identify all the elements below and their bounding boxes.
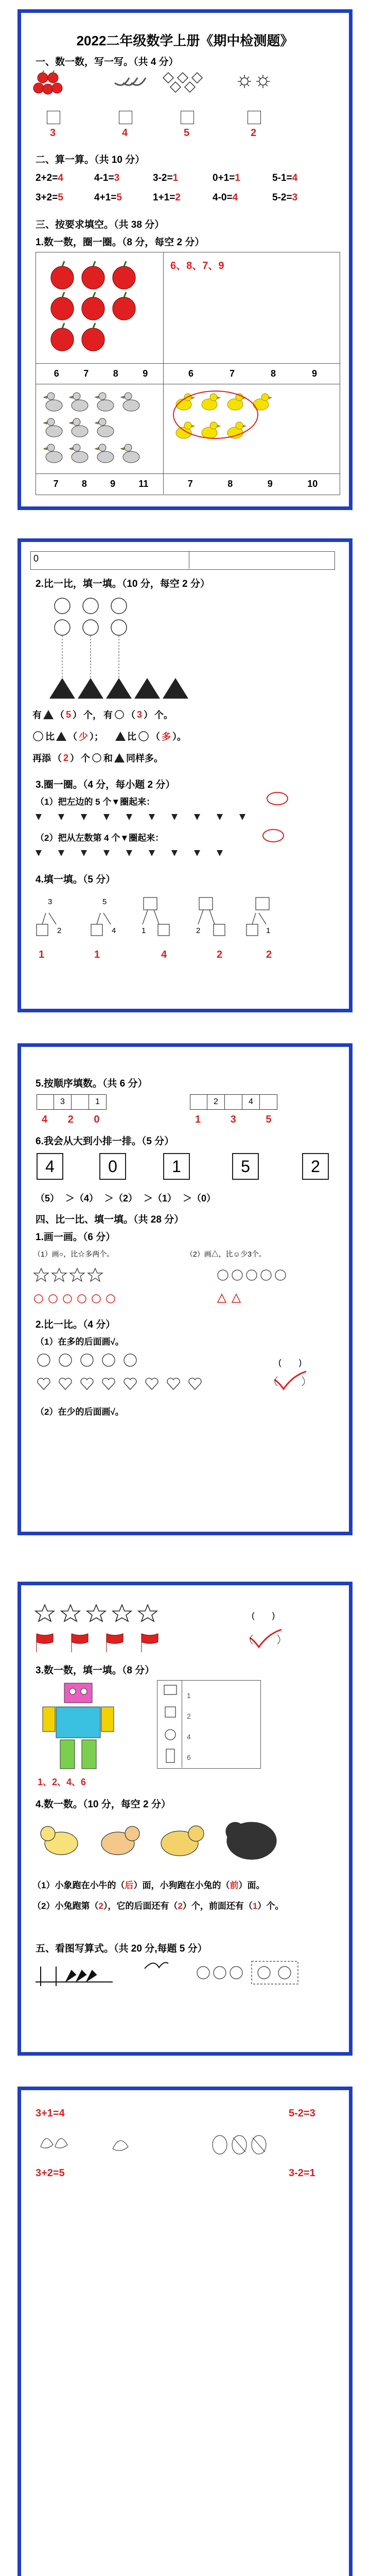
- question-5-heading: 5.按顺序填数。（共 6 分）: [36, 1078, 148, 1089]
- count-answer: 3: [50, 127, 56, 139]
- paren-close: ）。: [172, 732, 186, 742]
- suns-picture: [236, 74, 272, 89]
- bananas-picture: [114, 74, 150, 89]
- paren-open: （: [151, 732, 160, 742]
- question-3-heading: 3.圈一圈。（4 分，每小题 2 分）: [36, 779, 175, 790]
- answer: 前: [230, 1880, 239, 1890]
- continued-grid-row: [30, 551, 335, 570]
- answer: 多: [162, 732, 171, 742]
- answer: 4: [42, 1114, 48, 1125]
- answer: 后: [125, 1880, 134, 1890]
- number-card: 0: [99, 1153, 126, 1180]
- paren-close: ）；: [90, 732, 103, 742]
- sequence-cell: 1: [89, 1094, 107, 1110]
- circle-icon: [92, 753, 102, 763]
- calc-answer: 3: [114, 173, 120, 183]
- order-item: （5）: [36, 1193, 60, 1204]
- text: 个: [81, 753, 91, 764]
- count-answer: 5: [184, 127, 190, 139]
- calc-item: [153, 173, 178, 184]
- sequence-cell: [37, 1094, 54, 1110]
- text: 比: [45, 732, 55, 742]
- sequence-cell: 2: [207, 1094, 225, 1110]
- compare-task-1: （1）在多的后面画√。: [36, 1337, 124, 1347]
- calc-answer: 4: [58, 173, 63, 183]
- calc-question: 4+1=: [94, 192, 117, 203]
- answer: 2: [63, 752, 69, 763]
- equation-answer: 5-2=3: [289, 2108, 315, 2119]
- ducks-picture: [44, 390, 157, 467]
- grid-divider: [163, 252, 164, 494]
- split-top: 5: [102, 897, 107, 906]
- apples-picture: [32, 71, 68, 95]
- triangle-icon: [56, 732, 66, 741]
- count-answer: 2: [251, 127, 257, 139]
- apples-grid-picture: [47, 257, 150, 358]
- split-right: 4: [112, 926, 116, 935]
- number-split-diagrams: [36, 892, 303, 949]
- paren-close: ）: [70, 753, 80, 764]
- question-1-heading: 1.画一画。（6 分）: [36, 1232, 116, 1243]
- calc-answer: 4: [232, 192, 238, 203]
- red-circle-mark: [262, 828, 285, 843]
- number-option: 9: [110, 479, 116, 489]
- answer-box: [119, 111, 132, 124]
- calc-question: 4-0=: [213, 192, 233, 203]
- draw-task-1: （1）画○，比☆多两个。: [33, 1250, 114, 1258]
- split-answer: 1: [94, 949, 100, 960]
- calc-question: 1+1=: [153, 192, 175, 203]
- text: 同样多。: [126, 753, 164, 764]
- text: ），它的后面还有（: [103, 1901, 178, 1911]
- paren-open: （: [126, 710, 136, 720]
- split-top: 3: [48, 897, 52, 906]
- shapes-answer: 1、2、4、6: [38, 1777, 86, 1787]
- page-title: 2022二年级数学上册《期中检测题》: [76, 33, 294, 48]
- stars-row: [33, 1267, 126, 1283]
- drawn-circles-answer: [33, 1293, 147, 1304]
- paren-open: （: [55, 710, 64, 720]
- section-2-heading: 二、算一算。（共 10 分）: [36, 155, 145, 165]
- count-answer: 4: [122, 127, 128, 139]
- calc-answer: 5: [116, 192, 122, 203]
- question-4-heading: 4.填一填。（5 分）: [36, 874, 116, 885]
- number-option: 6: [54, 368, 59, 379]
- red-checkmark: [272, 1370, 308, 1393]
- number-row: [170, 479, 335, 489]
- sequence-2: [190, 1094, 277, 1110]
- number-row: [42, 368, 160, 379]
- calc-answer: 4: [292, 173, 298, 183]
- shape-count: 4: [187, 1733, 191, 1741]
- circles-triangles-picture: [42, 596, 212, 704]
- text: ）个。: [257, 1901, 284, 1911]
- ordering-answer: [36, 1191, 216, 1205]
- question-2-heading: 2.比一比。（4 分）: [36, 1319, 116, 1330]
- calc-question: 5-2=: [272, 192, 292, 203]
- section-4-heading: 四、比一比、填一填。（共 28 分）: [36, 1214, 184, 1225]
- calc-answer: 1: [235, 173, 240, 183]
- order-item: ＞（2）: [104, 1193, 138, 1204]
- smileys-compare-row: [37, 1353, 170, 1367]
- calc-item: [94, 173, 119, 184]
- calc-item: [36, 192, 63, 204]
- compare-line-2: [32, 730, 186, 743]
- number-option: 8: [81, 479, 87, 489]
- answer: 1: [252, 1901, 258, 1911]
- grid-divider: [36, 363, 340, 364]
- animals-race-picture: [36, 1815, 303, 1867]
- worksheet-page-5: [17, 2087, 353, 2576]
- calc-item: [213, 173, 240, 184]
- calc-item: [272, 192, 297, 204]
- answer: 2: [178, 1901, 183, 1911]
- question-2-heading: 2.比一比，填一填。（10 分，每空 2 分）: [36, 579, 210, 589]
- equation-answer: 3-2=1: [289, 2167, 315, 2179]
- shape-count: 6: [187, 1753, 191, 1761]
- triangle-icon: [43, 710, 54, 719]
- order-item: ＞（1）: [144, 1193, 177, 1204]
- flying-bird-picture: [144, 1958, 169, 1974]
- shells-picture: [36, 2126, 149, 2157]
- draw-task-2: （2）画△，比☺少3个。: [186, 1250, 266, 1258]
- answer: 2: [67, 1114, 74, 1125]
- down-triangles-row: [36, 850, 262, 857]
- calc-question: 5-1=: [272, 173, 292, 183]
- worksheet-page-4: [17, 1582, 353, 2056]
- grid-divider: [36, 473, 340, 474]
- order-item: ＞（4）: [65, 1193, 99, 1204]
- split-answer: 2: [217, 949, 223, 960]
- equation-answer: 3+1=4: [36, 2108, 65, 2119]
- calc-answer: 5: [58, 192, 63, 203]
- answer-paren: ( ): [252, 1611, 275, 1620]
- circle-icon: [32, 731, 44, 742]
- calc-item: [272, 173, 297, 184]
- split-left: 2: [196, 926, 201, 935]
- question-3-heading: 3.数一数，填一填。（8 分）: [36, 1665, 155, 1676]
- sequence-cell: [225, 1094, 242, 1110]
- calc-answer: 3: [292, 192, 298, 203]
- number-option: 7: [53, 479, 59, 489]
- text: 和: [103, 753, 113, 764]
- equation-answer: 3+2=5: [36, 2167, 65, 2179]
- question-4-heading: 4.数一数。（10 分，每空 2 分）: [36, 1799, 171, 1810]
- calc-question: 0+1=: [213, 173, 235, 183]
- number-option: 9: [143, 368, 148, 379]
- answer-paren: ( ): [278, 1358, 302, 1367]
- sequence-answers-2: [195, 1114, 272, 1126]
- diamonds-picture: [161, 71, 207, 94]
- sequence-cell: [72, 1094, 89, 1110]
- number-option: 6: [188, 368, 193, 379]
- number-option: 8: [113, 368, 118, 379]
- answer-box: [181, 111, 194, 124]
- triangle-icon: [114, 753, 125, 762]
- circle-icon: [114, 709, 125, 720]
- animal-question-1: [32, 1878, 265, 1891]
- shape-icons-column: [162, 1684, 179, 1767]
- hearts-compare-row: [37, 1377, 242, 1391]
- section-3-heading: 三、按要求填空。（共 38 分）: [36, 219, 165, 230]
- calc-question: 2+2=: [36, 173, 58, 183]
- text: 比: [127, 732, 136, 742]
- text: 个，: [83, 710, 102, 720]
- chicks-picture: [173, 390, 328, 467]
- question-1-heading: 1.数一数，圈一圈。（8 分，每空 2 分）: [36, 237, 205, 248]
- number-row: [42, 479, 160, 489]
- answer-box: [248, 111, 261, 124]
- number-card: 5: [232, 1153, 259, 1180]
- sequence-cell: [190, 1094, 207, 1110]
- birds-on-wire-picture: [36, 1961, 113, 1987]
- down-triangles-row: [36, 814, 262, 821]
- drawn-triangles-answer: [217, 1293, 258, 1303]
- number-card: 1: [163, 1153, 190, 1180]
- text: 有: [32, 710, 42, 720]
- apples-boxed-picture: [194, 1956, 307, 1987]
- sequence-1: [37, 1094, 107, 1110]
- split-right: 1: [266, 926, 271, 935]
- red-circle-mark: [266, 791, 289, 806]
- sequence-cell: 3: [54, 1094, 72, 1110]
- red-checkmark: [248, 1629, 284, 1651]
- text: 再添: [32, 753, 51, 764]
- text: ）个，前面还有（: [182, 1901, 253, 1911]
- split-left: 1: [142, 926, 146, 935]
- number-card: 4: [37, 1153, 63, 1180]
- text: （2）小兔跑第（: [32, 1901, 99, 1911]
- calc-item: [36, 173, 63, 184]
- text: ）面。: [238, 1880, 265, 1890]
- stars-row: [34, 1604, 168, 1622]
- number-option: 7: [187, 479, 193, 489]
- answer: 5: [66, 709, 72, 720]
- answer: 5: [266, 1114, 272, 1125]
- flags-row: [34, 1633, 173, 1653]
- balloons-picture: [209, 2133, 292, 2159]
- answer: 少: [79, 732, 88, 742]
- answer: 2: [98, 1901, 103, 1911]
- calc-item: [153, 192, 181, 204]
- shape-count-list: [187, 1685, 191, 1768]
- number-option: 8: [227, 479, 233, 489]
- triangle-icon: [115, 732, 126, 741]
- circle-icon: [138, 731, 149, 742]
- robot-shapes-picture: [36, 1680, 128, 1773]
- worksheet-page-3: [17, 1043, 353, 1535]
- text: 个。: [154, 710, 173, 720]
- worksheet-page-1: [17, 9, 353, 510]
- number-option: 9: [267, 479, 273, 489]
- number-row: [170, 368, 335, 379]
- grid-cell-value: 0: [33, 553, 39, 564]
- sequence-cell: [260, 1094, 277, 1110]
- answer: 3: [230, 1114, 236, 1125]
- number-option: 11: [138, 479, 149, 489]
- paren-close: ）: [144, 710, 153, 720]
- calc-item: [94, 192, 122, 204]
- calc-answer: 2: [175, 192, 181, 203]
- number-option: 10: [307, 479, 318, 489]
- text: （1）小象跑在小牛的（: [32, 1880, 125, 1890]
- calc-question: 3+2=: [36, 192, 58, 203]
- shape-count: 2: [187, 1712, 191, 1720]
- split-answer: 1: [39, 949, 45, 960]
- paren-open: （: [52, 753, 62, 764]
- question-3-1: （1）把左边的 5 个▼圈起来：: [36, 797, 155, 807]
- number-option: 8: [270, 368, 276, 379]
- worksheet-page-2: [17, 538, 353, 1012]
- sequence-answers-1: [42, 1114, 100, 1126]
- split-answer: 4: [161, 949, 167, 960]
- calc-question: 4-1=: [94, 173, 114, 183]
- number-option: 7: [229, 368, 235, 379]
- calc-item: [213, 192, 238, 204]
- section-5-heading: 五、看图写算式。（共 20 分,每题 5 分）: [36, 1943, 207, 1954]
- split-right: 2: [57, 926, 62, 935]
- answer-box: [47, 111, 60, 124]
- order-item: ＞（0）: [183, 1193, 216, 1204]
- grid-answer-text: 6、8、7、9: [170, 260, 224, 272]
- question-6-heading: 6.我会从大到小排一排。（5 分）: [36, 1136, 174, 1147]
- compare-task-2: （2）在少的后面画√。: [36, 1407, 124, 1417]
- number-option: 7: [83, 368, 89, 379]
- sequence-cell: 4: [242, 1094, 260, 1110]
- number-card: 2: [302, 1153, 329, 1180]
- text: 有: [103, 710, 113, 720]
- text: ）面，小狗跑在小兔的（: [133, 1880, 230, 1890]
- calc-question: 3-2=: [153, 173, 173, 183]
- calc-answer: 1: [172, 173, 179, 183]
- number-option: 9: [311, 368, 317, 379]
- answer: 3: [137, 709, 143, 720]
- paren-open: （: [68, 732, 77, 742]
- paren-close: ）: [73, 710, 82, 720]
- compare-line-1: [32, 708, 173, 721]
- shape-count: 1: [187, 1691, 191, 1700]
- animal-question-2: [32, 1897, 341, 1915]
- answer: 0: [94, 1114, 100, 1125]
- split-answer: 2: [266, 949, 272, 960]
- answer: 1: [195, 1114, 201, 1125]
- compare-line-3: [32, 751, 163, 765]
- question-3-2: （2）把从左数第 4 个▼圈起来：: [36, 833, 164, 843]
- smileys-row: [217, 1268, 299, 1282]
- section-1-heading: 一、数一数，写一写。（共 4 分）: [36, 57, 179, 67]
